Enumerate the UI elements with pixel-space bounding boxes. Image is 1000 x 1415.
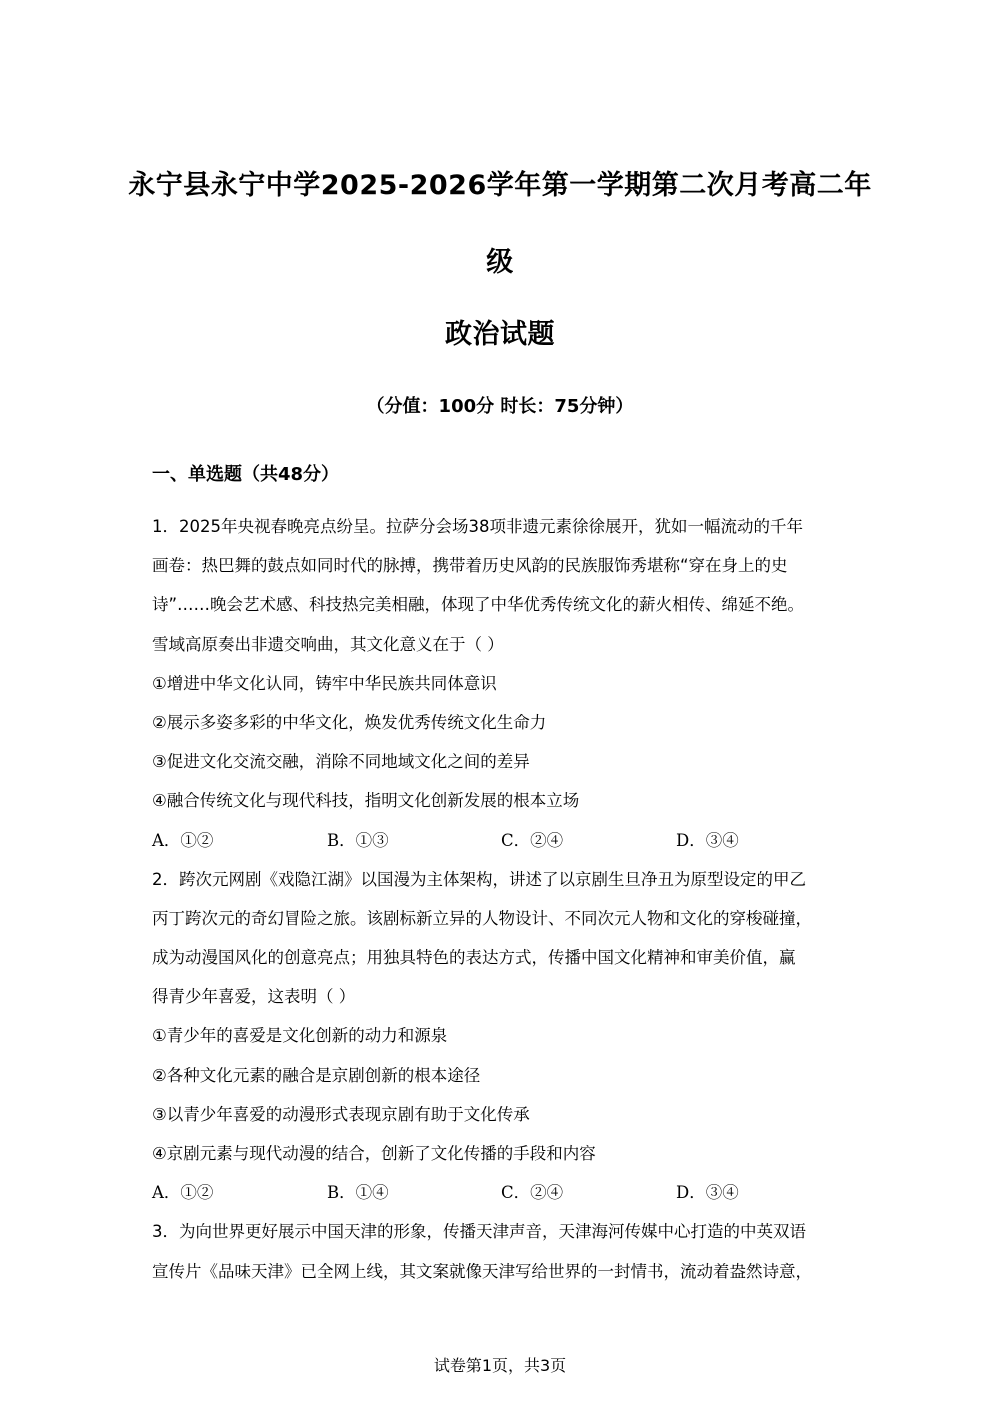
question-3-stem-line: 宣传片《品味天津》已全网上线，其文案就像天津写给世界的一封情书，流动着盎然诗意，: [152, 1261, 812, 1281]
question-1-stem-line: 雪域高原奏出非遗交响曲，其文化意义在于（ ）: [152, 634, 504, 654]
question-2-option-a[interactable]: A．①②: [152, 1183, 214, 1203]
question-2-options: [152, 1178, 852, 1217]
question-1-option-a[interactable]: A．①②: [152, 830, 214, 850]
question-2-statement: ①青少年的喜爱是文化创新的动力和源泉: [152, 1026, 448, 1046]
exam-title-line-2: 级: [486, 247, 514, 278]
question-3-stem-line: 3．为向世界更好展示中国天津的形象，传播天津声音，天津海河传媒中心打造的中英双语: [152, 1222, 806, 1242]
question-2-stem-line: 成为动漫国风化的创意亮点；用独具特色的表达方式，传播中国文化精神和审美价值，赢: [152, 948, 796, 968]
question-1-statement: ②展示多姿多彩的中华文化，焕发优秀传统文化生命力: [152, 712, 547, 732]
question-1-statement: ③促进文化交流交融，消除不同地域文化之间的差异: [152, 752, 530, 772]
section-heading: 一、单选题（共48分）: [152, 464, 340, 485]
question-2-stem-line: 得青少年喜爱，这表明（ ）: [152, 987, 356, 1007]
question-2-statement: ③以青少年喜爱的动漫形式表现京剧有助于文化传承: [152, 1104, 530, 1124]
question-1-stem-line: 诗”……晚会艺术感、科技热完美相融，体现了中华优秀传统文化的薪火相传、绵延不绝。: [152, 595, 805, 615]
question-1-option-b[interactable]: B．①③: [327, 830, 389, 850]
question-2-option-d[interactable]: D．③④: [676, 1183, 739, 1203]
question-1-statement: ④融合传统文化与现代科技，指明文化创新发展的根本立场: [152, 791, 580, 811]
questions-area: [152, 512, 852, 1296]
exam-title-line-1: 永宁县永宁中学2025-2026学年第一学期第二次月考高二年: [128, 170, 872, 201]
question-1-stem-line: 1．2025年央视春晚亮点纷呈。拉萨分会场38项非遗元素徐徐展开，犹如一幅流动的千年: [152, 517, 803, 536]
page-footer: 试卷第1页，共3页: [433, 1356, 567, 1375]
question-1-statement: ①增进中华文化认同，铸牢中华民族共同体意识: [152, 673, 497, 693]
question-2-statement: ④京剧元素与现代动漫的结合，创新了文化传播的手段和内容: [152, 1144, 596, 1163]
exam-subject-title: 政治试题: [445, 319, 555, 350]
question-1-options: [152, 826, 852, 865]
exam-score-duration: （分值：100分 时长：75分钟）: [366, 396, 634, 417]
question-2-stem-line: 丙丁跨次元的奇幻冒险之旅。该剧标新立异的人物设计、不同次元人物和文化的穿梭碰撞，: [152, 908, 812, 928]
question-2-option-c[interactable]: C．②④: [501, 1183, 564, 1203]
question-2-option-b[interactable]: B．①④: [327, 1183, 389, 1203]
question-2-statement: ②各种文化元素的融合是京剧创新的根本途径: [152, 1065, 481, 1085]
question-1-stem-line: 画卷：热巴舞的鼓点如同时代的脉搏，携带着历史风韵的民族服饰秀堪称“穿在身上的史: [152, 556, 788, 576]
question-1-option-c[interactable]: C．②④: [501, 830, 564, 850]
question-2-stem-line: 2．跨次元网剧《戏隐江湖》以国漫为主体架构，讲述了以京剧生旦净丑为原型设定的甲乙: [152, 869, 806, 889]
question-1-option-d[interactable]: D．③④: [676, 830, 739, 850]
